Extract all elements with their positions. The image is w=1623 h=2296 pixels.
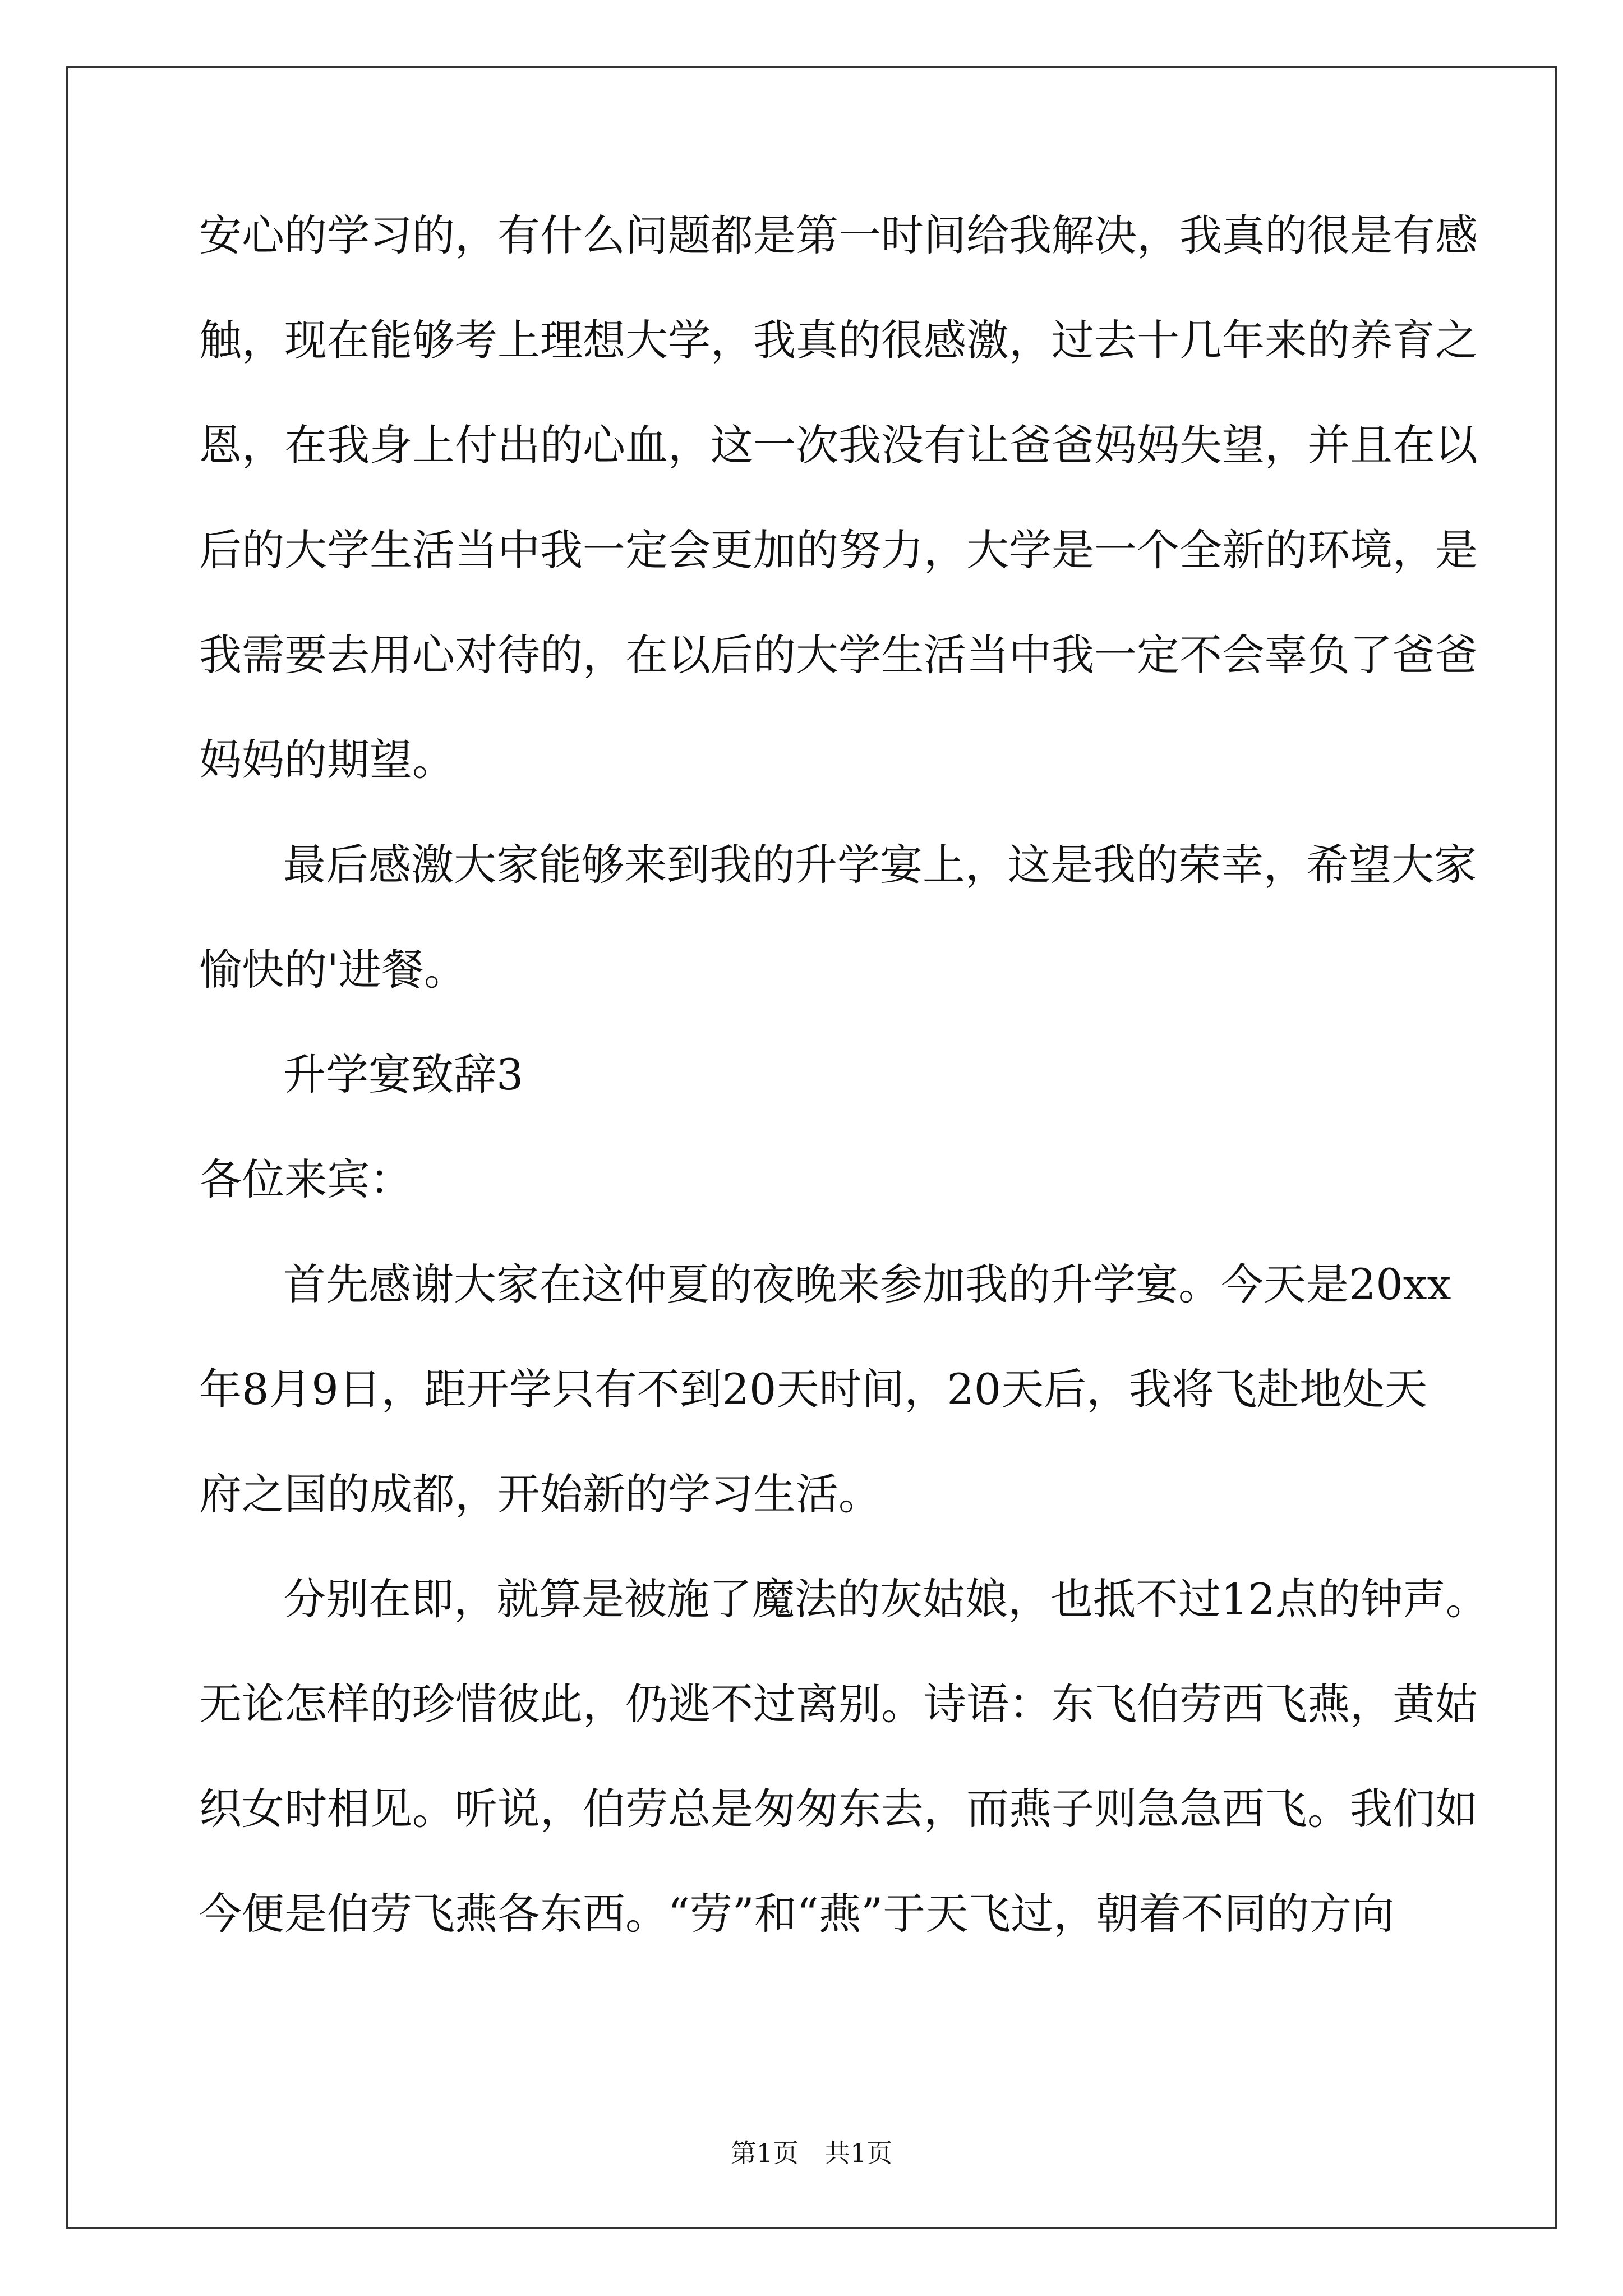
text-line-6: 妈妈的期望。: [199, 735, 455, 785]
text-line-17: 今便是伯劳飞燕各东西。“劳”和“燕”于天飞过，朝着不同的方向: [199, 1889, 1395, 1939]
text-line-4: 后的大学生活当中我一定会更加的努力，大学是一个全新的环境，是: [199, 525, 1478, 575]
text-line-5: 我需要去用心对待的，在以后的大学生活当中我一定不会辜负了爸爸: [199, 630, 1478, 680]
text-line-2: 触，现在能够考上理想大学，我真的很感激，过去十几年来的养育之: [199, 315, 1478, 365]
text-line-15: 无论怎样的珍惜彼此，仍逃不过离别。诗语：东飞伯劳西飞燕，黄姑: [199, 1679, 1478, 1729]
text-line-14: 分别在即，就算是被施了魔法的灰姑娘，也抵不过12点的钟声。: [283, 1574, 1488, 1624]
text-line-8: 愉快的'进餐。: [199, 945, 467, 995]
text-line-12: 年8月9日，距开学只有不到20天时间，20天后，我将飞赴地处天: [199, 1364, 1428, 1414]
text-line-1: 安心的学习的，有什么问题都是第一时间给我解决，我真的很是有感: [199, 210, 1478, 260]
text-line-7: 最后感激大家能够来到我的升学宴上，这是我的荣幸，希望大家: [283, 840, 1477, 890]
section-heading: 升学宴致辞3: [283, 1050, 524, 1099]
text-line-13: 府之国的成都，开始新的学习生活。: [199, 1469, 881, 1519]
text-line-3: 恩，在我身上付出的心血，这一次我没有让爸爸妈妈失望，并且在以: [199, 420, 1478, 470]
salutation: 各位来宾：: [199, 1154, 412, 1204]
text-line-11: 首先感谢大家在这仲夏的夜晚来参加我的升学宴。今天是20xx: [283, 1259, 1451, 1309]
page-footer: 第1页 共1页: [730, 2138, 893, 2168]
text-line-16: 织女时相见。听说，伯劳总是匆匆东去，而燕子则急急西飞。我们如: [199, 1784, 1478, 1834]
